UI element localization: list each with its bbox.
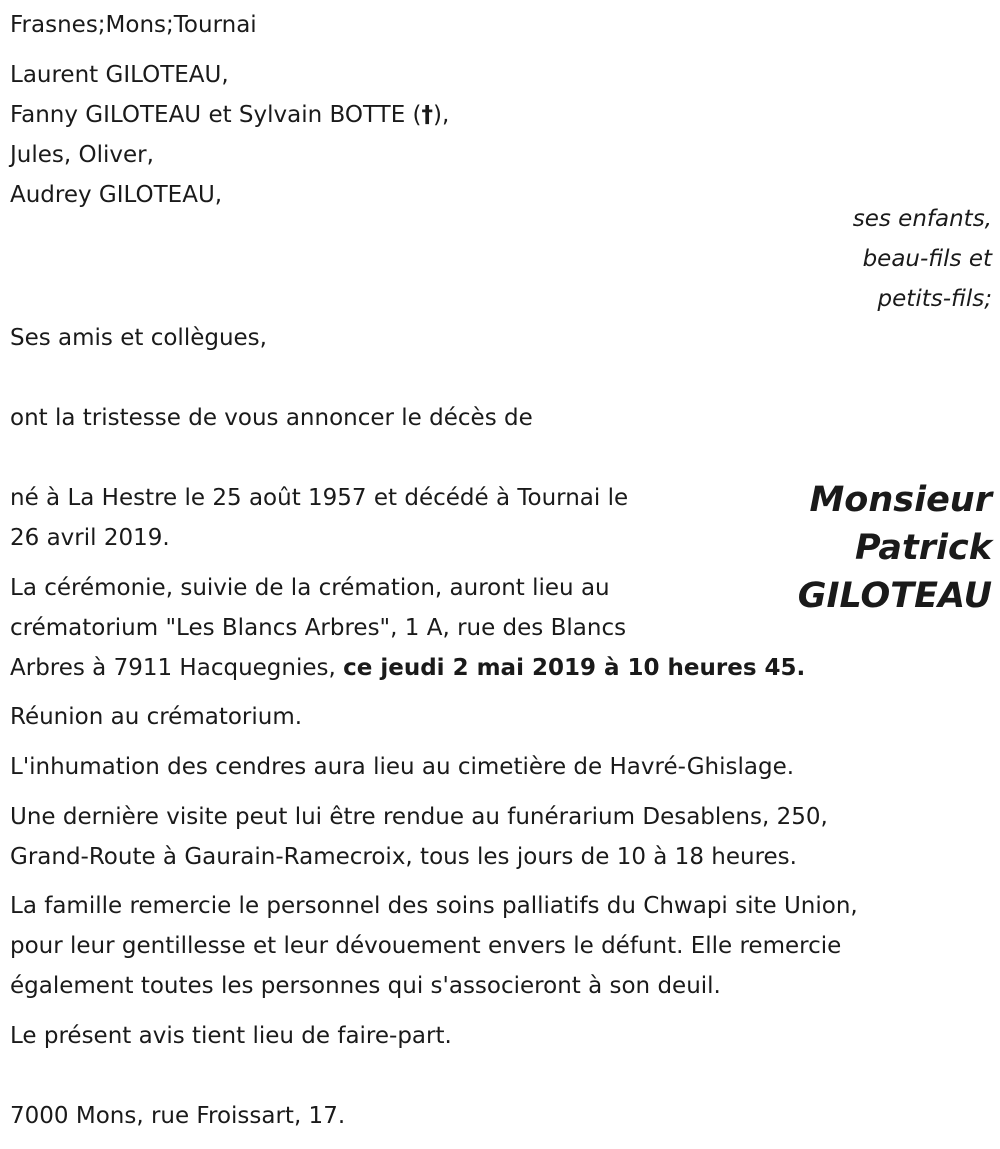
notice-info bbox=[10, 1016, 452, 1056]
ceremony-line-1: La cérémonie, suivie de la crémation, auront lieu au bbox=[10, 575, 610, 601]
family-line2-start: Fanny GILOTEAU et Sylvain BOTTE ( bbox=[10, 102, 422, 128]
thanks-info bbox=[10, 886, 858, 1006]
family-member-fanny-sylvain bbox=[10, 95, 449, 135]
relation-description bbox=[853, 199, 992, 319]
ceremony-date-time: ce jeudi 2 mai 2019 à 10 heures 45. bbox=[343, 655, 806, 681]
ceremony-location-text: Arbres à 7911 Hacquegnies, bbox=[10, 655, 344, 681]
deceased-title: Monsieur bbox=[809, 480, 992, 520]
deceased-name bbox=[798, 476, 992, 620]
deceased-first-name: Patrick bbox=[854, 528, 992, 568]
family-member-jules-oliver: Jules, Oliver, bbox=[10, 142, 154, 168]
family-line2-end: ), bbox=[433, 102, 450, 128]
reunion-info bbox=[10, 697, 302, 737]
thanks-line-1: La famille remercie le personnel des soins palliatifs du Chwapi site Union, bbox=[10, 893, 858, 919]
birth-line-1: né à La Hestre le 25 août 1957 et décédé à Tournai le bbox=[10, 485, 629, 511]
relation-line-3: petits-fils; bbox=[877, 286, 992, 312]
visit-line-1: Une dernière visite peut lui être rendue au funérarium Desablens, 250, bbox=[10, 804, 828, 830]
inhumation-text: L'inhumation des cendres aura lieu au cimetière de Havré-Ghislage. bbox=[10, 754, 795, 780]
announcement-section bbox=[10, 398, 533, 438]
obituary-page bbox=[10, 0, 992, 1149]
birth-death-info bbox=[10, 478, 628, 558]
visit-info bbox=[10, 797, 828, 877]
relation-line-2: beau-fils et bbox=[862, 246, 992, 272]
notice-text: Le présent avis tient lieu de faire-part. bbox=[10, 1023, 452, 1049]
family-member-audrey: Audrey GILOTEAU, bbox=[10, 182, 223, 208]
ceremony-line-2: crématorium "Les Blancs Arbres", 1 A, rue des Blancs bbox=[10, 615, 627, 641]
relation-line-1: ses enfants, bbox=[852, 206, 992, 232]
family-list bbox=[10, 55, 449, 215]
ceremony-line-3 bbox=[10, 648, 805, 688]
thanks-line-2: pour leur gentillesse et leur dévouement envers le défunt. Elle remercie bbox=[10, 933, 842, 959]
thanks-line-3: également toutes les personnes qui s'associeront à son deuil. bbox=[10, 973, 721, 999]
address-text: 7000 Mons, rue Froissart, 17. bbox=[10, 1103, 346, 1129]
location-text: Frasnes;Mons;Tournai bbox=[10, 12, 257, 38]
deceased-last-name: GILOTEAU bbox=[797, 576, 992, 616]
address-info bbox=[10, 1096, 345, 1136]
announcement-text: ont la tristesse de vous annoncer le décès de bbox=[10, 405, 533, 431]
cross-icon: † bbox=[421, 102, 434, 128]
inhumation-info bbox=[10, 747, 794, 787]
location-header bbox=[10, 5, 257, 45]
birth-line-2: 26 avril 2019. bbox=[10, 525, 170, 551]
reunion-text: Réunion au crématorium. bbox=[10, 704, 303, 730]
family-member-laurent: Laurent GILOTEAU, bbox=[10, 62, 229, 88]
friends-text: Ses amis et collègues, bbox=[10, 325, 267, 351]
friends-section bbox=[10, 318, 267, 358]
visit-line-2: Grand-Route à Gaurain-Ramecroix, tous les jours de 10 à 18 heures. bbox=[10, 844, 797, 870]
ceremony-info bbox=[10, 568, 805, 688]
